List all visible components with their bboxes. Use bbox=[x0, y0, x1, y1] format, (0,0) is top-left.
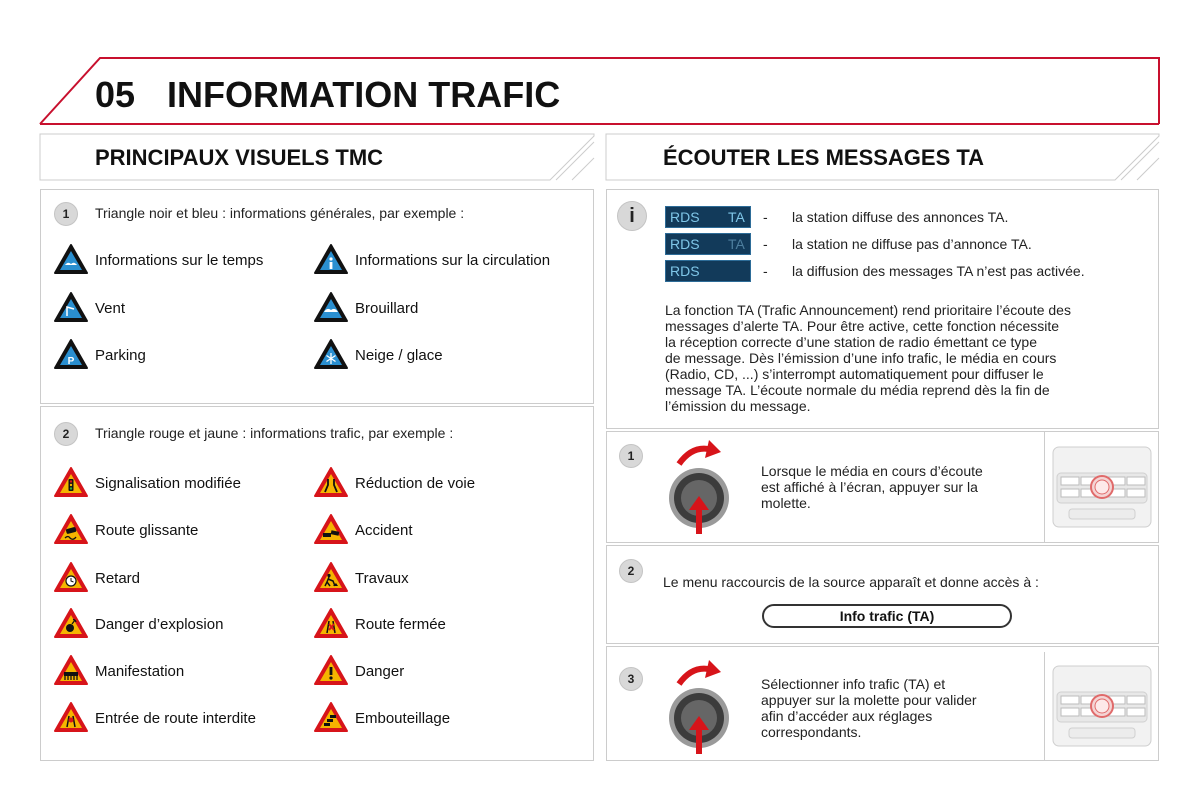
state-dash: - bbox=[763, 263, 768, 279]
chapter-title: INFORMATION TRAFIC bbox=[167, 74, 561, 115]
fog-sign-icon bbox=[313, 291, 349, 323]
sign-label: Informations sur la circulation bbox=[355, 252, 551, 269]
parking-sign-icon bbox=[53, 338, 89, 370]
rds-ta-inactive-display: RDS TA bbox=[665, 233, 751, 255]
traffic-jam-sign-icon bbox=[313, 701, 349, 733]
info-icon: i bbox=[617, 201, 647, 231]
sign-label: Embouteillage bbox=[355, 710, 451, 727]
roadworks-sign-icon bbox=[313, 561, 349, 593]
rds-only-display: RDS bbox=[665, 260, 751, 282]
no-entry-sign-icon bbox=[53, 701, 89, 733]
state-dash: - bbox=[763, 209, 768, 225]
section-2-intro: Triangle rouge et jaune : informations trafic, par exemple : bbox=[95, 425, 454, 441]
chapter-number: 05 bbox=[95, 74, 136, 115]
knob-press-icon bbox=[665, 656, 745, 758]
state-text: la diffusion des messages TA n’est pas activée. bbox=[792, 263, 1085, 279]
wind-sign-icon bbox=[53, 291, 89, 323]
step-2-panel bbox=[606, 545, 1159, 644]
sign-label: Réduction de voie bbox=[355, 475, 476, 492]
sign-label: Route fermée bbox=[355, 616, 446, 633]
sign-label: Danger d’explosion bbox=[95, 616, 224, 633]
lane-reduction-sign-icon bbox=[313, 466, 349, 498]
delay-clock-sign-icon bbox=[53, 561, 89, 593]
sign-label: Signalisation modifiée bbox=[95, 475, 241, 492]
step-1-text: Lorsque le média en cours d’écoute est affiché à l’écran, appuyer sur la molette. bbox=[761, 463, 983, 511]
accident-sign-icon bbox=[313, 513, 349, 545]
danger-sign-icon bbox=[313, 654, 349, 686]
explosion-sign-icon bbox=[53, 607, 89, 639]
section-1-intro: Triangle noir et bleu : informations générales, par exemple : bbox=[95, 205, 465, 221]
knob-press-icon bbox=[665, 436, 745, 538]
state-text: la station diffuse des annonces TA. bbox=[792, 209, 1009, 225]
rds-ta-active-display: RDS TA bbox=[665, 206, 751, 228]
sign-label: Informations sur le temps bbox=[95, 252, 264, 269]
section-1-badge: 1 bbox=[54, 202, 78, 226]
step-2-text: Le menu raccourcis de la source apparaît et donne accès à : bbox=[663, 574, 1039, 590]
sign-label: Neige / glace bbox=[355, 347, 443, 364]
step-3-text: Sélectionner info trafic (TA) et appuyer sur la molette pour valider afin d’accéder aux réglages correspondants. bbox=[761, 676, 977, 740]
sign-label: Danger bbox=[355, 663, 405, 680]
slippery-road-sign-icon bbox=[53, 513, 89, 545]
sign-label: Route glissante bbox=[95, 522, 199, 539]
section-2-badge: 2 bbox=[54, 422, 78, 446]
traffic-light-sign-icon bbox=[53, 466, 89, 498]
demonstration-sign-icon bbox=[53, 654, 89, 686]
weather-sign-icon bbox=[53, 243, 89, 275]
left-section-heading: PRINCIPAUX VISUELS TMC bbox=[95, 145, 384, 170]
sign-label: Travaux bbox=[355, 570, 409, 587]
sign-label: Manifestation bbox=[95, 663, 185, 680]
road-closed-sign-icon bbox=[313, 607, 349, 639]
step-1-badge: 1 bbox=[619, 444, 643, 468]
info-trafic-menu-item[interactable]: Info trafic (TA) bbox=[762, 604, 1012, 628]
ta-description: La fonction TA (Trafic Announcement) rend prioritaire l’écoute des messages d’alerte TA. Pour être active, cette fonction nécessite la réception correcte d’une station de radio émettant ce type de message. Dès l’émission d’une info trafic, le média en cours (Radio, CD, ...) s’interrompt automatiquement pour diffuser le message TA. L’écoute normale du média reprend dès la fin de l’émission du message. bbox=[665, 302, 1071, 414]
state-text: la station ne diffuse pas d’annonce TA. bbox=[792, 236, 1032, 252]
sign-label: Entrée de route interdite bbox=[95, 710, 256, 727]
step-2-badge: 2 bbox=[619, 559, 643, 583]
right-section-heading: ÉCOUTER LES MESSAGES TA bbox=[663, 145, 985, 170]
info-sign-icon bbox=[313, 243, 349, 275]
snow-sign-icon bbox=[313, 338, 349, 370]
sign-label: Accident bbox=[355, 522, 413, 539]
sign-label: Brouillard bbox=[355, 300, 419, 317]
sign-label: Parking bbox=[95, 347, 146, 364]
svg-text:P: P bbox=[67, 356, 75, 367]
state-dash: - bbox=[763, 236, 768, 252]
radio-faceplate-illustration bbox=[1044, 431, 1159, 543]
radio-faceplate-illustration bbox=[1044, 652, 1159, 761]
sign-label: Retard bbox=[95, 570, 141, 587]
sign-label: Vent bbox=[95, 300, 126, 317]
step-3-badge: 3 bbox=[619, 667, 643, 691]
